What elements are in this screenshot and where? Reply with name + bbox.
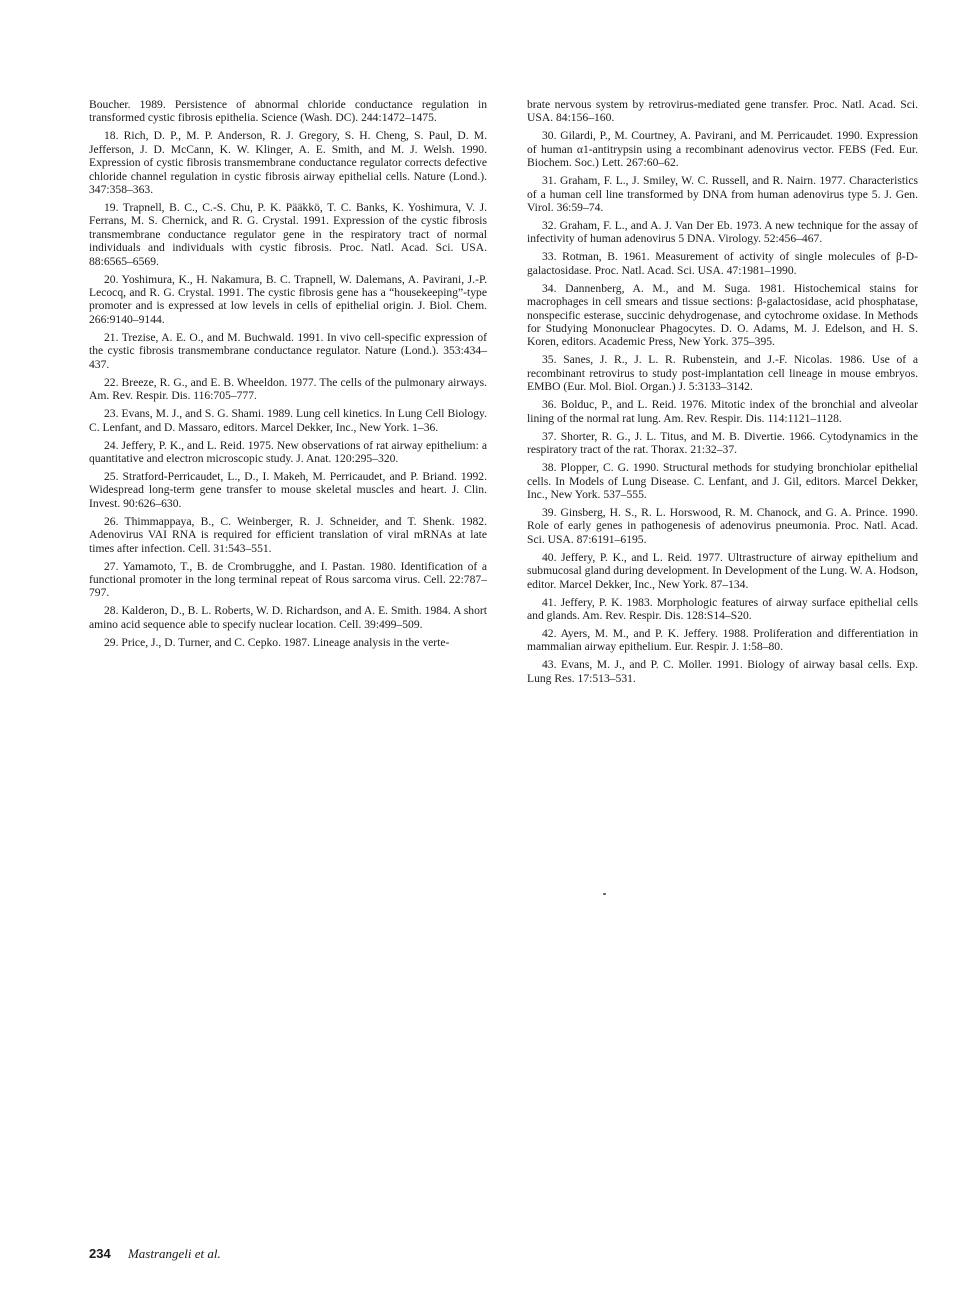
reference-29: 29. Price, J., D. Turner, and C. Cepko. 1987. Lineage analysis in the verte- [104, 635, 450, 649]
reference-24: 24. Jeffery, P. K., and L. Reid. 1975. New observations of rat airway epithelium: a quantitative and electron microscopic study. J. Anat. 120:295–320. [89, 438, 487, 465]
reference-32: 32. Graham, F. L., and A. J. Van Der Eb. 1973. A new technique for the assay of infectivity of human adenovirus 5 DNA. Virology. 52:456–467. [527, 219, 918, 246]
reference-30: 30. Gilardi, P., M. Courtney, A. Pavirani, and M. Perricaudet. 1990. Expression of human α1-antitrypsin using a recombinant adenovirus vector. FEBS (Fed. Eur. Biochem. Soc.) Lett. 267:60–62. [527, 129, 918, 170]
running-author: Mastrangeli et al. [127, 1246, 221, 1261]
reference-21: 21. Trezise, A. E. O., and M. Buchwald. 1991. In vivo cell-specific expression of the cystic fibrosis transmembrane conductance regulator. Nature (Lond.). 353:434–437. [89, 330, 487, 371]
reference-42: 42. Ayers, M. M., and P. K. Jeffery. 1988. Proliferation and differentiation in mammalian airway epithelium. Eur. Respir. J. 1:58–80. [527, 626, 918, 654]
reference-22: 22. Breeze, R. G., and E. B. Wheeldon. 1977. The cells of the pulmonary airways. Am. Rev. Respir. Dis. 116:705–777. [89, 375, 487, 403]
reference-34: 34. Dannenberg, A. M., and M. Suga. 1981. Histochemical stains for macrophages in cell smears and tissue sections: β-galactosidase, acid phosphatase, nonspecific esterase, succinic dehydrogenase, and cytochrome oxidase. In Methods for Studying Mononuclear Phagocytes. D. O. Adams, M. J. Edelson, and H. S. Koren, editors. Academic Press, New York. 375–395. [527, 281, 918, 349]
right-reference-column [527, 98, 918, 690]
reference-35: 35. Sanes, J. R., J. L. R. Rubenstein, and J.-F. Nicolas. 1986. Use of a recombinant retrovirus to study post-implantation cell lineage in mouse embryos. EMBO (Eur. Mol. Biol. Organ.) J. 5:3133–3142. [527, 353, 918, 394]
reference-23: 23. Evans, M. J., and S. G. Shami. 1989. Lung cell kinetics. In Lung Cell Biology. C. Lenfant, and D. Massaro, editors. Marcel Dekker, Inc., New York. 1–36. [89, 407, 487, 434]
reference-26: 26. Thimmappaya, B., C. Weinberger, R. J. Schneider, and T. Shenk. 1982. Adenovirus VAI RNA is required for efficient translation of viral mRNAs at late times after infection. Cell. 31:543–551. [89, 514, 487, 555]
reference-18: 18. Rich, D. P., M. P. Anderson, R. J. Gregory, S. H. Cheng, S. Paul, D. M. Jefferson, J. D. McCann, K. W. Klinger, A. E. Smith, and M. J. Welsh. 1990. Expression of cystic fibrosis transmembrane conductance regulator corrects defective chloride channel regulation in cystic fibrosis airway epithelial cells. Nature (Lond.). 347:358–363. [89, 129, 487, 197]
reference-43: 43. Evans, M. J., and P. C. Moller. 1991. Biology of airway basal cells. Exp. Lung Res. 17:513–531. [527, 658, 918, 685]
reference-29-continued: brate nervous system by retrovirus-mediated gene transfer. Proc. Natl. Acad. Sci. USA. 84:156–160. [527, 98, 918, 125]
left-reference-column [89, 98, 487, 654]
reference-25: 25. Stratford-Perricaudet, L., D., I. Makeh, M. Perricaudet, and P. Briand. 1992. Widespread long-term gene transfer to mouse skeletal muscles and heart. J. Clin. Invest. 90:626–630. [89, 469, 487, 510]
page-footer [89, 1246, 221, 1262]
reference-31: 31. Graham, F. L., J. Smiley, W. C. Russell, and R. Nairn. 1977. Characteristics of a human cell line transformed by DNA from human adenovirus type 5. J. Gen. Virol. 36:59–74. [527, 174, 918, 215]
reference-19: 19. Trapnell, B. C., C.-S. Chu, P. K. Pääkkö, T. C. Banks, K. Yoshimura, V. J. Ferrans, M. S. Chernick, and R. G. Crystal. 1991. Expression of the cystic fibrosis transmembrane conductance regulator gene in the respiratory tract of normal individuals and individuals with cystic fibrosis. Proc. Natl. Acad. Sci. USA. 88:6565–6569. [89, 201, 487, 268]
page-number: 234 [89, 1246, 111, 1261]
reference-38: 38. Plopper, C. G. 1990. Structural methods for studying bronchiolar epithelial cells. In Models of Lung Disease. C. Lenfant, and J. Gil, editors. Marcel Dekker, Inc., New York. 537–555. [527, 461, 918, 501]
scan-speck [603, 893, 606, 895]
reference-17-continued: Boucher. 1989. Persistence of abnormal chloride conductance regulation in transformed cystic fibrosis epithelia. Science (Wash. DC). 244:1472–1475. [89, 98, 487, 125]
reference-28: 28. Kalderon, D., B. L. Roberts, W. D. Richardson, and A. E. Smith. 1984. A short amino acid sequence able to specify nuclear location. Cell. 39:499–509. [89, 604, 487, 631]
reference-37: 37. Shorter, R. G., J. L. Titus, and M. B. Divertie. 1966. Cytodynamics in the respiratory tract of the rat. Thorax. 21:32–37. [527, 429, 918, 457]
reference-33: 33. Rotman, B. 1961. Measurement of activity of single molecules of β-D-galactosidase. Proc. Natl. Acad. Sci. USA. 47:1981–1990. [527, 250, 918, 277]
reference-27: 27. Yamamoto, T., B. de Crombrugghe, and I. Pastan. 1980. Identification of a functional promoter in the long terminal repeat of Rous sarcoma virus. Cell. 22:787–797. [89, 559, 487, 600]
reference-36: 36. Bolduc, P., and L. Reid. 1976. Mitotic index of the bronchial and alveolar lining of the normal rat lung. Am. Rev. Respir. Dis. 114:1121–1128. [527, 398, 918, 425]
reference-39: 39. Ginsberg, H. S., R. L. Horswood, R. M. Chanock, and G. A. Prince. 1990. Role of early genes in pathogenesis of adenovirus pneumonia. Proc. Natl. Acad. Sci. USA. 87:6191–6195. [527, 505, 918, 546]
reference-40: 40. Jeffery, P. K., and L. Reid. 1977. Ultrastructure of airway epithelium and submucosal gland during development. In Development of the Lung. W. A. Hodson, editor. Marcel Dekker, Inc., New York. 87–134. [527, 550, 918, 591]
reference-20: 20. Yoshimura, K., H. Nakamura, B. C. Trapnell, W. Dalemans, A. Pavirani, J.-P. Lecocq, and R. G. Crystal. 1991. The cystic fibrosis gene has a “housekeeping”-type promoter and is expressed at low levels in cells of epithelial origin. J. Biol. Chem. 266:9140–9144. [89, 272, 487, 326]
reference-41: 41. Jeffery, P. K. 1983. Morphologic features of airway surface epithelial cells and glands. Am. Rev. Respir. Dis. 128:S14–S20. [527, 595, 918, 622]
